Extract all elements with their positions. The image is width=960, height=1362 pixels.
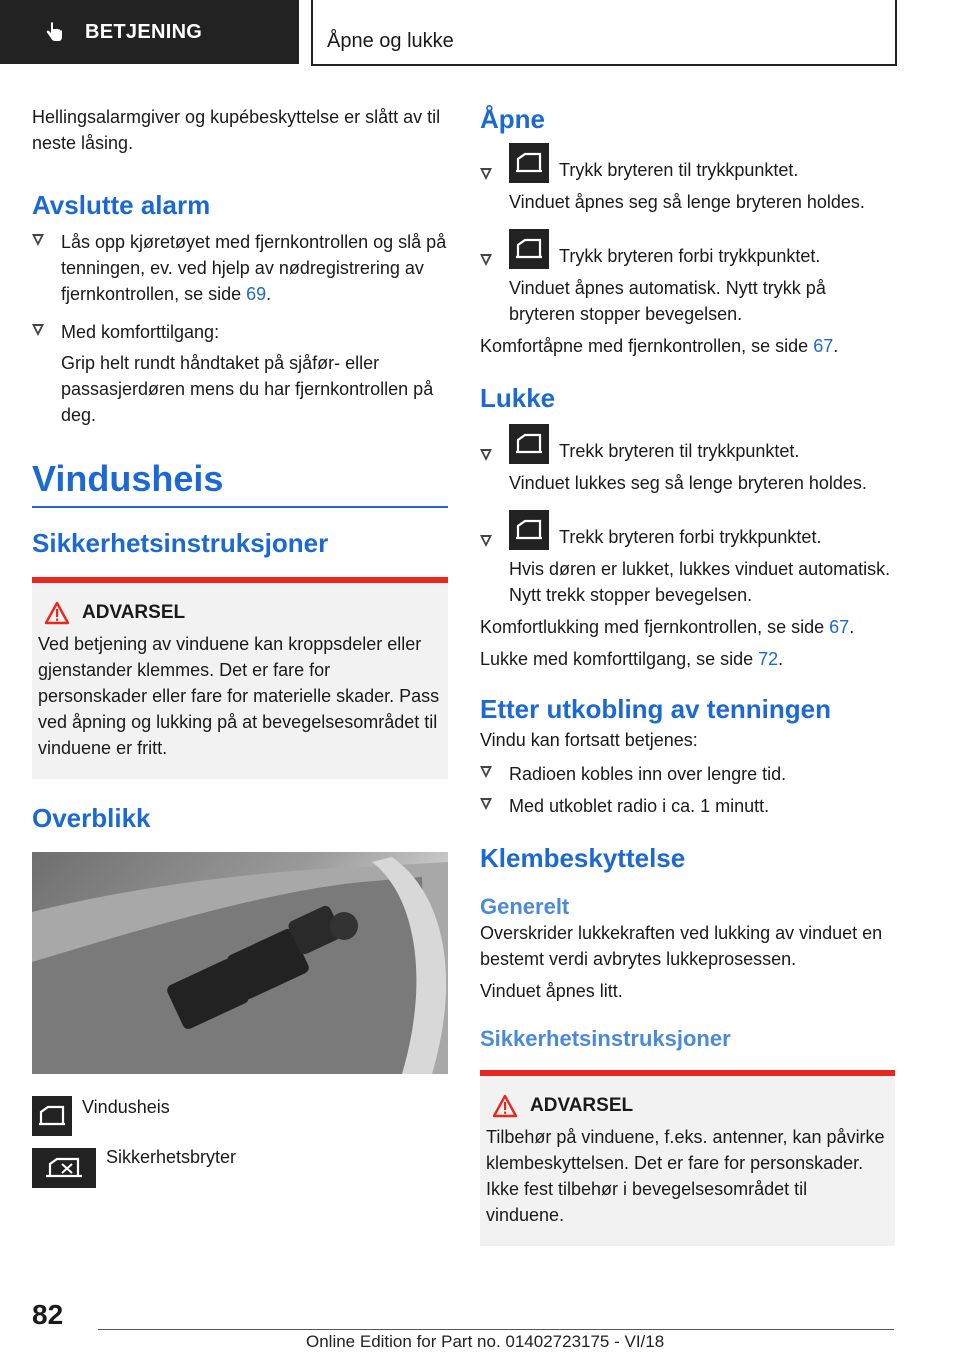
legend-row bbox=[32, 1078, 448, 1136]
text: Komfortlukking med fjernkontrollen, se side bbox=[480, 617, 830, 637]
page-title: Åpne og lukke bbox=[327, 30, 454, 52]
comfort-open-text bbox=[480, 333, 895, 359]
list-item bbox=[480, 510, 895, 608]
punctuation: . bbox=[833, 336, 839, 356]
door-panel-illustration bbox=[32, 852, 448, 1074]
list-item bbox=[480, 424, 895, 496]
warning-box bbox=[480, 1070, 895, 1246]
warning-label: ADVARSEL bbox=[82, 602, 186, 623]
footer-divider bbox=[98, 1329, 894, 1330]
list-item-text: Radioen kobles inn over lengre tid. bbox=[509, 764, 787, 784]
list-item-detail: Hvis døren er lukket, lukkes vinduet automatisk. Nytt trekk stopper bevegelsen. bbox=[509, 559, 891, 605]
bullet-triangle-icon bbox=[32, 234, 44, 246]
list-item-text: Lås opp kjøretøyet med fjernkontrollen og slå på tenningen, ev. ved hjelp av nødregistrering av fjernkontrollen, se side bbox=[61, 232, 447, 304]
list-item bbox=[32, 319, 448, 428]
general-heading: Generelt bbox=[480, 894, 570, 919]
window-switch-icon bbox=[32, 1096, 72, 1136]
overview-heading: Overblikk bbox=[32, 803, 151, 833]
pinch-safety-heading: Sikkerhetsinstruksjoner bbox=[480, 1026, 731, 1051]
section-tab[interactable] bbox=[0, 0, 299, 64]
warning-triangle-icon bbox=[44, 601, 70, 625]
bullet-triangle-icon bbox=[480, 449, 492, 461]
door-switch-photo bbox=[32, 852, 448, 1074]
bullet-triangle-icon bbox=[480, 535, 492, 547]
warning-triangle-icon bbox=[492, 1094, 518, 1118]
general-text: Overskrider lukkekraften ved lukking av vinduet en bestemt verdi avbrytes lukkeprosessen. bbox=[480, 923, 883, 969]
edition-text: Online Edition for Part no. 01402723175 - VI/18 bbox=[306, 1332, 665, 1351]
warning-header bbox=[38, 601, 442, 625]
page-number: 82 bbox=[32, 1299, 64, 1330]
after-ignition-heading: Etter utkobling av tenningen bbox=[480, 694, 832, 724]
pinch-protection-heading: Klembeskyttelse bbox=[480, 843, 686, 873]
safety-heading: Sikkerhetsinstruksjoner bbox=[32, 528, 329, 558]
after-ignition-intro: Vindu kan fortsatt betjenes: bbox=[480, 730, 698, 750]
text: Komfortåpne med fjernkontrollen, se side bbox=[480, 336, 814, 356]
punctuation: . bbox=[778, 649, 784, 669]
list-item-detail: Grip helt rundt håndtaket på sjåfør- eller passasjerdøren mens du har fjernkontrollen på deg. bbox=[61, 353, 434, 425]
open-heading: Åpne bbox=[480, 104, 545, 134]
page-link[interactable]: 67 bbox=[829, 617, 850, 637]
safety-switch-icon bbox=[32, 1148, 96, 1188]
warning-header bbox=[486, 1094, 889, 1118]
list-item bbox=[480, 761, 895, 787]
list-item-text: Med utkoblet radio i ca. 1 minutt. bbox=[509, 796, 770, 816]
intro-text: Hellingsalarmgiver og kupébeskyttelse er slått av til neste låsing. bbox=[32, 107, 441, 153]
title-box bbox=[311, 0, 897, 66]
bullet-triangle-icon bbox=[480, 766, 492, 778]
list-item-text: Trykk bryteren forbi trykkpunktet. bbox=[559, 246, 821, 266]
warning-box bbox=[32, 577, 448, 779]
end-alarm-heading: Avslutte alarm bbox=[32, 190, 211, 220]
bullet-triangle-icon bbox=[32, 324, 44, 336]
warning-label: ADVARSEL bbox=[530, 1095, 634, 1116]
legend-label: Sikkerhetsbryter bbox=[106, 1147, 237, 1167]
bullet-triangle-icon bbox=[480, 254, 492, 266]
list-item-detail: Vinduet åpnes seg så lenge bryteren holdes. bbox=[509, 192, 865, 212]
text: Lukke med komforttilgang, se side bbox=[480, 649, 759, 669]
list-item-text: Trykk bryteren til trykkpunktet. bbox=[559, 160, 799, 180]
page-link[interactable]: 69 bbox=[246, 284, 267, 304]
warning-text: Tilbehør på vinduene, f.eks. antenner, kan påvirke klembeskyttelsen. Det er fare for personskader. Ikke fest tilbehør i bevegelsesområdet til vinduene. bbox=[486, 1127, 885, 1225]
list-item bbox=[480, 143, 895, 215]
legend-label: Vindusheis bbox=[82, 1097, 170, 1117]
general-text-2: Vinduet åpnes litt. bbox=[480, 981, 623, 1001]
close-heading: Lukke bbox=[480, 383, 556, 413]
punctuation: . bbox=[849, 617, 855, 637]
list-item bbox=[480, 229, 895, 327]
list-item-text: Trekk bryteren forbi trykkpunktet. bbox=[559, 527, 822, 547]
list-item bbox=[480, 793, 895, 819]
window-switch-icon bbox=[509, 424, 549, 464]
list-item-detail: Vinduet åpnes automatisk. Nytt trykk på bryteren stopper bevegelsen. bbox=[509, 278, 826, 324]
list-item bbox=[32, 229, 448, 307]
window-switch-icon bbox=[509, 143, 549, 183]
comfort-close-text bbox=[480, 614, 895, 640]
window-switch-icon bbox=[509, 510, 549, 550]
window-switch-icon bbox=[509, 229, 549, 269]
left-column bbox=[32, 100, 448, 1188]
bullet-triangle-icon bbox=[480, 168, 492, 180]
section-label: BETJENING bbox=[85, 20, 203, 43]
page-header bbox=[0, 0, 960, 66]
punctuation: . bbox=[266, 284, 272, 304]
legend-row bbox=[32, 1148, 448, 1188]
pointing-hand-icon bbox=[43, 21, 65, 43]
right-column bbox=[480, 100, 895, 1246]
page-link[interactable]: 67 bbox=[813, 336, 834, 356]
window-heading: Vindusheis bbox=[32, 458, 448, 508]
page-link[interactable]: 72 bbox=[758, 649, 779, 669]
list-item-text: Med komforttilgang: bbox=[61, 322, 220, 342]
list-item-detail: Vinduet lukkes seg så lenge bryteren holdes. bbox=[509, 473, 867, 493]
comfort-access-text bbox=[480, 646, 895, 672]
list-item-text: Trekk bryteren til trykkpunktet. bbox=[559, 441, 800, 461]
warning-text: Ved betjening av vinduene kan kroppsdeler eller gjenstander klemmes. Det er fare for personskader eller fare for materielle skader. Pass ved åpning og lukking på at bevegelsesområdet til vinduene er fritt. bbox=[38, 634, 440, 758]
bullet-triangle-icon bbox=[480, 798, 492, 810]
